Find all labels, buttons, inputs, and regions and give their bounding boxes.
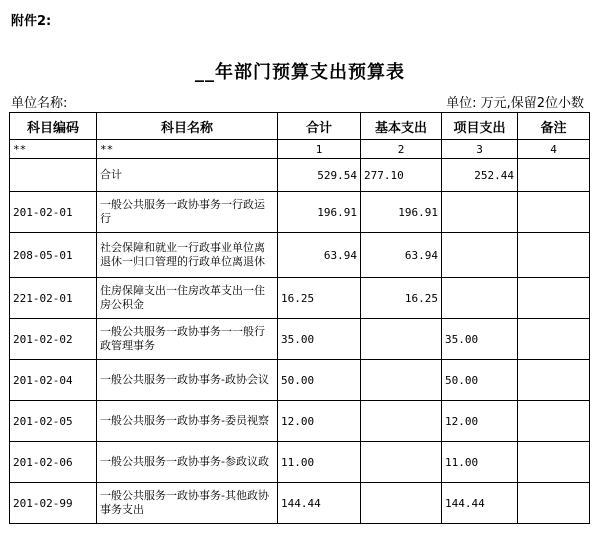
header-note: 备注 [518,113,590,140]
note-cell [518,483,590,524]
header-name: 科目名称 [97,113,278,140]
name-cell: 一般公共服务一政协事务-委员视察 [97,401,278,442]
total-cell: 16.25 [278,278,361,319]
total-cell: 50.00 [278,360,361,401]
note-cell [518,401,590,442]
index-cell: 1 [278,140,361,159]
total-total-cell: 529.54 [278,159,361,192]
table-row [10,233,590,278]
attachment-label: 附件2: [11,14,52,29]
table-row [10,278,590,319]
total-code-cell [10,159,97,192]
name-cell: 一般公共服务一政协事务-政协会议 [97,360,278,401]
basic-cell [361,401,442,442]
index-cell: 3 [442,140,518,159]
total-project-cell: 252.44 [442,159,518,192]
basic-cell [361,442,442,483]
total-cell: 35.00 [278,319,361,360]
code-cell: 201-02-01 [10,192,97,233]
total-name-cell: 合计 [97,159,278,192]
note-cell [518,442,590,483]
project-cell [442,192,518,233]
total-basic-cell: 277.10 [361,159,442,192]
note-cell [518,360,590,401]
project-cell: 11.00 [442,442,518,483]
total-cell: 63.94 [278,233,361,278]
code-cell: 201-02-02 [10,319,97,360]
unit-name-label: 单位名称: [11,96,68,111]
code-cell: 201-02-05 [10,401,97,442]
basic-cell [361,319,442,360]
total-cell: 196.91 [278,192,361,233]
unit-note: 单位: 万元,保留2位小数 [446,96,584,111]
note-cell [518,319,590,360]
basic-cell [361,360,442,401]
total-row [10,159,590,192]
header-project: 项目支出 [442,113,518,140]
project-cell: 12.00 [442,401,518,442]
code-cell: 221-02-01 [10,278,97,319]
table-row [10,360,590,401]
total-cell: 12.00 [278,401,361,442]
table-row [10,319,590,360]
header-total: 合计 [278,113,361,140]
name-cell: 住房保障支出一住房改革支出一住房公积金 [97,278,278,319]
name-cell: 一般公共服务一政协事务一一般行政管理事务 [97,319,278,360]
page-title: __年部门预算支出预算表 [195,62,405,83]
name-cell: 一般公共服务一政协事务-其他政协事务支出 [97,483,278,524]
total-note-cell [518,159,590,192]
header-basic: 基本支出 [361,113,442,140]
table-header-row [10,113,590,140]
project-cell [442,278,518,319]
index-row [10,140,590,159]
project-cell: 35.00 [442,319,518,360]
project-cell: 50.00 [442,360,518,401]
project-cell: 144.44 [442,483,518,524]
note-cell [518,233,590,278]
budget-table [9,112,590,524]
code-cell: 201-02-99 [10,483,97,524]
total-cell: 144.44 [278,483,361,524]
project-cell [442,233,518,278]
index-cell: ** [97,140,278,159]
index-cell: 2 [361,140,442,159]
basic-cell: 63.94 [361,233,442,278]
basic-cell: 16.25 [361,278,442,319]
name-cell: 一般公共服务一政协事务-参政议政 [97,442,278,483]
total-cell: 11.00 [278,442,361,483]
name-cell: 社会保障和就业一行政事业单位离退休一归口管理的行政单位离退休 [97,233,278,278]
code-cell: 201-02-04 [10,360,97,401]
name-cell: 一般公共服务一政协事务一行政运行 [97,192,278,233]
note-cell [518,192,590,233]
note-cell [518,278,590,319]
table-row [10,192,590,233]
code-cell: 201-02-06 [10,442,97,483]
index-cell: 4 [518,140,590,159]
header-code: 科目编码 [10,113,97,140]
code-cell: 208-05-01 [10,233,97,278]
basic-cell [361,483,442,524]
table-row [10,401,590,442]
table-row [10,442,590,483]
table-row [10,483,590,524]
basic-cell: 196.91 [361,192,442,233]
index-cell: ** [10,140,97,159]
